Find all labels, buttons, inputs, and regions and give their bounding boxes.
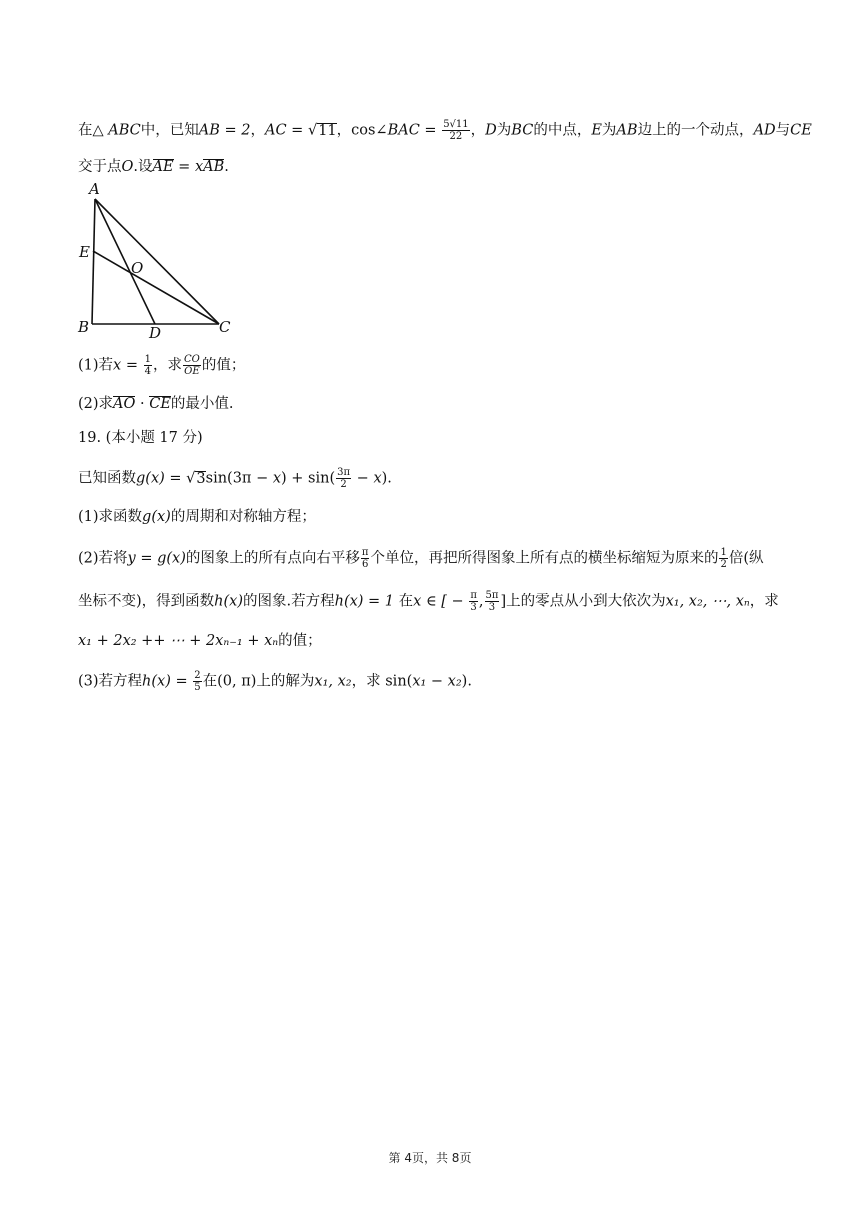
page-footer: 第 4页，共 8页 [388,1151,472,1165]
frac-num: 1 [720,547,727,558]
frac-den: 2 [340,479,347,490]
problem19-q2-line1 [78,547,764,570]
math-d: D [485,122,497,139]
problem18-intro-line2 [78,157,229,177]
math-close: ) + sin( [281,470,336,487]
math-diff: x₁ − x₂ [412,673,462,690]
text: 的图象.若方程 [243,593,335,610]
text: (2)若将 [78,550,128,567]
frac-num: 1 [144,354,151,365]
text: 在△ [78,122,109,139]
segment-ac [95,199,219,324]
frac-num: π [470,590,477,601]
math-h-eq: h(x) = [142,673,193,690]
label-c: C [219,318,231,336]
text: 已知函数 [78,470,136,487]
frac-den: 2 [720,559,727,570]
text: ]上的零点从小到大依次为 [500,593,666,610]
text: 为 [601,122,617,139]
frac-num: 5√11 [443,119,469,130]
math-cos: cos∠ [351,122,388,139]
text: 坐标不变)，得到函数 [78,593,215,610]
math-ab: AB [616,122,638,139]
vector-ab: AB [203,159,225,175]
label-b: B [78,318,90,336]
problem19-definition [78,467,392,490]
frac-num: 2 [194,670,201,681]
text: − [352,470,374,487]
math-abc: ABC [108,122,141,139]
segment-ab [92,199,95,324]
text: 在 [202,673,218,690]
math-xs: x₁, x₂, ⋯, xₙ [665,593,750,610]
math-o: O [121,159,134,175]
frac-den: 22 [449,131,463,142]
text: . [224,159,229,175]
fraction-2-5 [193,670,201,693]
frac-den: 3 [470,602,477,613]
text: (2)求 [78,396,114,412]
math-h-eq: h(x) = 1 [334,593,395,610]
vector-ao: AO [113,396,136,412]
text: ，求 [152,357,182,374]
problem19-header: 19. (本小题 17 分) [78,430,203,446]
problem18-q2 [78,394,234,414]
text: 的值； [201,357,246,374]
text: 个单位，再把所得图象上所有点的横坐标缩短为原来的 [370,550,719,567]
frac-den: OE [184,366,200,377]
math-ab-eq: AB = 2 [198,122,251,139]
math-bac-eq: BAC = [387,122,442,139]
text: ， [250,122,265,139]
fraction-pi-6 [361,547,370,570]
text: ，求 [749,593,779,610]
text: 上的解为 [256,673,315,690]
math-x: x [373,470,382,487]
math-e: E [591,122,602,139]
problem19-q2-line2 [78,590,779,613]
text: 中，已知 [140,122,199,139]
vector-ae: AE [152,159,174,175]
problem19-q1 [78,507,316,527]
triangle-figure [76,180,236,342]
frac-num: CO [183,354,200,365]
label-d: D [149,324,162,342]
text: 与 [775,122,791,139]
text: 在 [394,593,414,610]
frac-den: 4 [144,366,151,377]
text: 倍(纵 [728,550,764,567]
problem18-intro-line1: 在△ ABC中，已知AB = 2，AC = √11，cos∠BAC = $\frac{5√11}{22}$ ，D为BC的中点，E为AB边上的一个动点，AD与CE [78,119,812,142]
segment-ad [95,199,155,324]
text: (1)若 [78,357,114,374]
frac-den: 6 [361,559,369,570]
fraction-co-oe [183,354,201,377]
problem19-q3 [78,670,472,693]
text: 的中点， [533,122,592,139]
text: ， [336,122,352,139]
text: .设 [133,159,153,175]
problem18-q1 [78,354,245,377]
math-xs: x₁, x₂ [314,673,352,690]
math-sqrt11: 11 [318,122,337,139]
math-x-eq: x = [113,357,143,374]
text: 的最小值. [170,396,234,412]
math-x: x [272,470,282,487]
math-sum-expr: x₁ + 2x₂ ++ ⋯ + 2xₙ₋₁ + xₙ [78,633,279,649]
label-a: A [89,180,100,198]
math-bc: BC [511,122,534,139]
fraction-3pi-2 [336,467,351,490]
label-e: E [79,243,90,261]
fraction-quarter [144,354,152,377]
math-g: g(x) = √ [136,470,196,487]
fraction-pi-3 [469,590,478,613]
fraction-half [719,547,727,570]
vector-ce: CE [149,396,171,412]
text: (1)求函数 [78,509,143,525]
text: ). [381,470,392,487]
math-h: h(x) [214,593,243,610]
text: ， [470,122,486,139]
text: = [173,159,195,175]
segment-ce [93,251,219,324]
math-x-in: x ∈ [ − [413,593,469,610]
math-ce: CE [790,122,812,139]
text: ，求 sin( [351,673,413,690]
frac-num: 5π [485,590,499,601]
math-sin1: sin(3π − [205,470,273,487]
text: 交于点 [78,159,122,175]
math-y-eq: y = g(x) [127,550,186,567]
math-g: g(x) [142,509,171,525]
text: (3)若方程 [78,673,143,690]
fraction-cos [442,119,469,142]
problem19-q2-line3 [78,631,322,651]
frac-num: π [361,547,369,558]
text: ). [461,673,472,690]
math-interval: (0, π) [217,673,257,690]
text: 为 [496,122,512,139]
math-ad: AD [753,122,776,139]
label-o: O [131,259,144,277]
text: 边上的一个动点， [637,122,754,139]
fraction-5pi-3 [485,590,500,613]
text: 的周期和对称轴方程； [170,509,316,525]
text: , [478,593,484,610]
text: 的值； [278,633,322,649]
frac-num: 3π [337,467,351,478]
text: · [135,396,150,412]
frac-den: 3 [488,602,496,613]
math-ac-eq: AC = [265,122,308,139]
text: 的图象上的所有点向右平移 [185,550,360,567]
frac-den: 5 [194,682,201,693]
math-sqrt3: 3 [196,470,206,487]
math-x: x [194,159,204,175]
